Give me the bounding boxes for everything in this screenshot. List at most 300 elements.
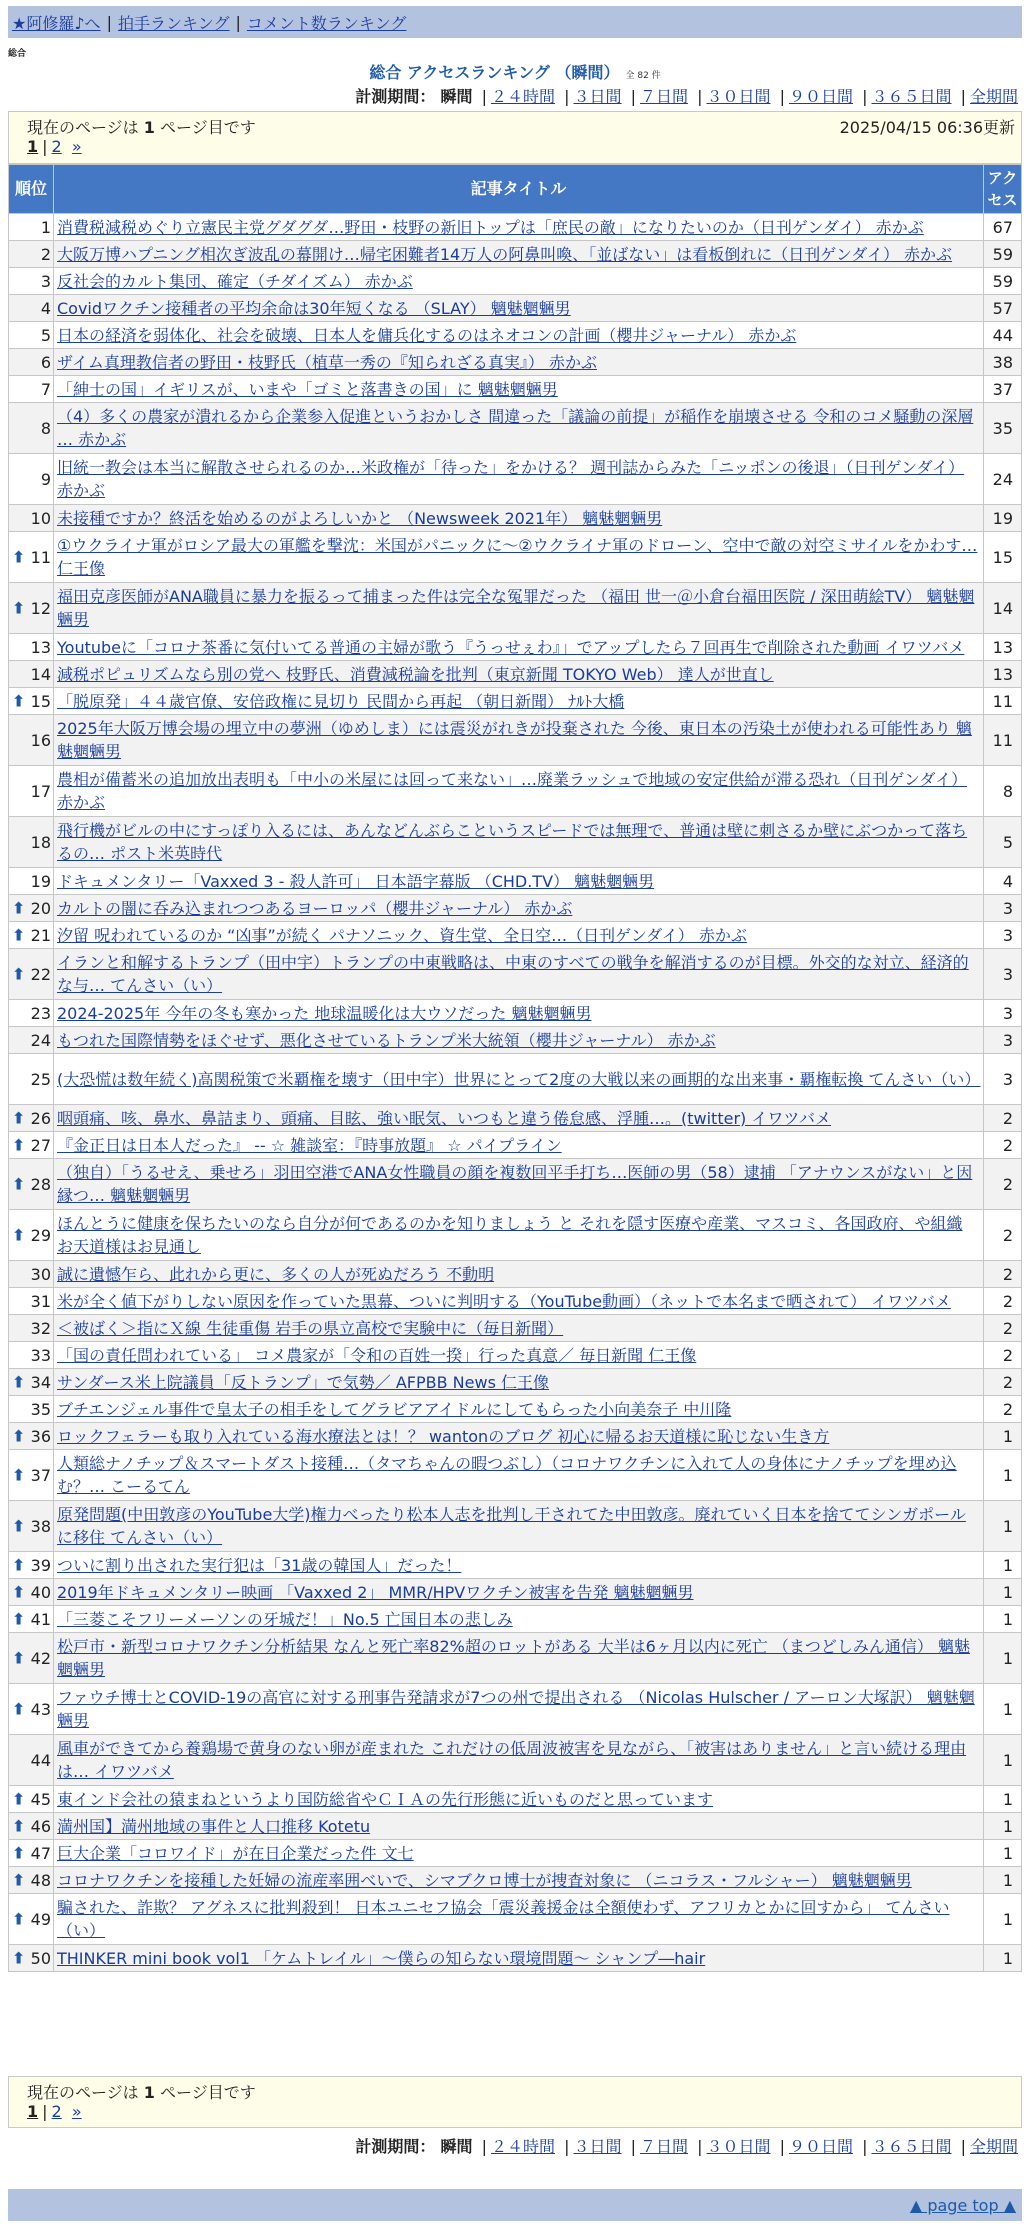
access-count: 2: [984, 1342, 1022, 1369]
rank-number: 23: [30, 1003, 51, 1023]
period-link-7d[interactable]: ７日間: [639, 87, 688, 106]
rank-cell: [9, 922, 54, 949]
article-link[interactable]: (大恐慌は数年続く)高関税策で米覇権を壊す（田中宇）世界にとって2度の大戦以来の画期的な出来事・覇権転換 てんさい（い）: [57, 1069, 981, 1089]
title-cell: [54, 688, 984, 715]
article-link[interactable]: 日本の経済を弱体化、社会を破壊、日本人を傭兵化するのはネオコンの計画（櫻井ジャーナル） 赤かぶ: [57, 325, 797, 345]
rank-cell: [9, 661, 54, 688]
up-arrow-icon: ⬆: [12, 898, 26, 918]
header-rank: 順位: [9, 165, 54, 214]
rank-cell: [9, 1027, 54, 1054]
rank-cell: [9, 766, 54, 817]
title-cell: [54, 214, 984, 241]
rank-number: 11: [30, 547, 51, 567]
rank-cell: [9, 532, 54, 583]
rank-number: 2: [40, 244, 51, 264]
period-current: 瞬間: [440, 87, 473, 106]
article-link[interactable]: ＜被ばく＞指にＸ線 生徒重傷 岩手の県立高校で実験中に（毎日新聞）: [57, 1318, 564, 1338]
rank-number: 22: [30, 964, 51, 984]
access-count: 24: [984, 454, 1022, 505]
up-arrow-icon: ⬆: [12, 1174, 26, 1194]
article-link[interactable]: 反社会的カルト集団、確定（チダイズム） 赤かぶ: [57, 271, 413, 291]
period-link-24h[interactable]: ２４時間: [490, 87, 555, 106]
table-row: [9, 922, 1022, 949]
rank-cell: [9, 688, 54, 715]
table-row: [9, 1501, 1022, 1552]
title-cell: [54, 268, 984, 295]
access-count: 44: [984, 322, 1022, 349]
article-link[interactable]: 2019年ドキュメンタリー映画 「Vaxxed 2」 MMR/HPVワクチン被害を告発 魑魅魍魎男: [57, 1582, 694, 1602]
title-cell: [54, 1159, 984, 1210]
rank-number: 12: [30, 598, 51, 618]
table-row: [9, 766, 1022, 817]
rank-number: 17: [30, 781, 51, 801]
rank-cell: [9, 214, 54, 241]
title-cell: [54, 922, 984, 949]
article-link[interactable]: 旧統一教会は本当に解散させられるのか…米政権が「待った」をかける？ 週刊誌からみた「ニッポンの後退」（日刊ゲンダイ） 赤かぶ: [57, 458, 965, 500]
article-link[interactable]: カルトの闇に呑み込まれつつあるヨーロッパ（櫻井ジャーナル） 赤かぶ: [57, 898, 573, 918]
pager-next[interactable]: »: [71, 137, 82, 156]
article-link[interactable]: ついに割り出された実行犯は「31歳の韓国人」だった！: [57, 1555, 462, 1575]
article-link[interactable]: 減税ポピュリズムなら別の党へ 枝野氏、消費減税論を批判（東京新聞 TOKYO Web） 達人が世直し: [57, 664, 774, 684]
rank-number: 31: [30, 1291, 51, 1311]
access-count: 1: [984, 1945, 1022, 1972]
up-arrow-icon: ⬆: [12, 1426, 26, 1446]
period-link-3d[interactable]: ３日間: [573, 87, 622, 106]
top-nav: [8, 6, 1022, 38]
rank-cell: [9, 1132, 54, 1159]
article-link[interactable]: 農相が備蓄米の追加放出表明も「中小の米屋には回って来ない」…廃業ラッシュで地域の安定供給が滞る恐れ（日刊ゲンダイ） 赤かぶ: [57, 770, 968, 812]
rank-cell: [9, 583, 54, 634]
rank-number: 5: [40, 325, 51, 345]
rank-number: 33: [30, 1345, 51, 1365]
article-link[interactable]: 満州国】満州地域の事件と人口推移 Kotetu: [57, 1816, 371, 1836]
rank-cell: [9, 1210, 54, 1261]
nav-link-comment-ranking[interactable]: コメント数ランキング: [246, 13, 407, 33]
access-count: 1: [984, 1423, 1022, 1450]
access-count: 19: [984, 505, 1022, 532]
rank-number: 45: [30, 1789, 51, 1809]
article-link[interactable]: もつれた国際情勢をほぐせず、悪化させているトランプ米大統領（櫻井ジャーナル） 赤かぶ: [57, 1030, 716, 1050]
title-cell: [54, 1735, 984, 1786]
up-arrow-icon: ⬆: [12, 1108, 26, 1128]
article-link[interactable]: 東インド会社の猿まねというより国防総省やＣＩＡの先行形態に近いものだと思っています: [57, 1789, 714, 1809]
period-selector-top: 計測期間： 瞬間 | ２４時間 | ３日間 | ７日間 | ３０日間 | ９０日間 | ３６５日間 | 全期間: [355, 87, 1018, 106]
title-cell: [54, 895, 984, 922]
article-link[interactable]: 消費税減税めぐり立憲民主党グダグダ…野田・枝野の新旧トップは「庶民の敵」になりたいのか（日刊ゲンダイ） 赤かぶ: [57, 217, 924, 237]
title-cell: [54, 1813, 984, 1840]
title-cell: [54, 1315, 984, 1342]
table-row: [9, 1396, 1022, 1423]
table-row: [9, 1342, 1022, 1369]
title-cell: [54, 1288, 984, 1315]
access-count: 2: [984, 1396, 1022, 1423]
period-link-all[interactable]: 全期間: [969, 87, 1018, 106]
article-link[interactable]: 咽頭痛、咳、鼻水、鼻詰まり、頭痛、目眩、強い眠気、いつもと違う倦怠感、浮腫…。(twitter) イワツバメ: [57, 1108, 832, 1128]
rank-number: 44: [30, 1750, 51, 1770]
title-cell: [54, 634, 984, 661]
access-count: 2: [984, 1105, 1022, 1132]
page-top-link[interactable]: ▲ page top ▲: [909, 2196, 1016, 2215]
access-count: 1: [984, 1633, 1022, 1684]
article-link[interactable]: ドキュメンタリー「Vaxxed 3 - 殺人許可」 日本語字幕版 （CHD.TV） 魑魅魍魎男: [57, 871, 655, 891]
rank-cell: [9, 1633, 54, 1684]
page-info-bottom: [8, 2076, 1022, 2128]
up-arrow-icon: ⬆: [12, 1465, 26, 1485]
access-count: 1: [984, 1735, 1022, 1786]
access-count: 13: [984, 661, 1022, 688]
access-count: 1: [984, 1684, 1022, 1735]
table-row: [9, 403, 1022, 454]
title-cell: [54, 1261, 984, 1288]
article-link[interactable]: 2025年大阪万博会場の埋立中の夢洲（ゆめしま）には震災がれきが投棄された 今後、東日本の汚染土が使われる可能性あり 魑魅魍魎男: [57, 719, 972, 761]
up-arrow-icon: ⬆: [12, 1225, 26, 1245]
table-row: [9, 1606, 1022, 1633]
article-link[interactable]: Youtubeに「コロナ茶番に気付いてる普通の主婦が歌う『うっせぇわ』」でアップしたら７回再生で削除された動画 イワツバメ: [57, 637, 965, 657]
article-link[interactable]: イランと和解するトランプ（田中宇）トランプの中東戦略は、中東のすべての戦争を解消するのが目標。外交的な対立、経済的な与… てんさい（い）: [57, 953, 969, 995]
rank-cell: [9, 268, 54, 295]
rank-number: 48: [30, 1870, 51, 1890]
article-link[interactable]: 風車ができてから養鶏場で黄身のない卵が産まれた これだけの低周波被害を見ながら、「被害はありません」と言い続ける理由は… イワツバメ: [57, 1739, 967, 1781]
table-row: [9, 1000, 1022, 1027]
article-link[interactable]: ザイム真理教信者の野田・枝野氏（植草一秀の『知られざる真実』） 赤かぶ: [57, 352, 597, 372]
table-row: [9, 1840, 1022, 1867]
rank-number: 19: [30, 871, 51, 891]
title-cell: [54, 376, 984, 403]
table-row: [9, 661, 1022, 688]
rank-number: 36: [30, 1426, 51, 1446]
rank-cell: [9, 1735, 54, 1786]
article-link[interactable]: 松戸市・新型コロナワクチン分析結果 なんと死亡率82%超のロットがある 大半は6ヶ月以内に死亡 （まつどしみん通信） 魑魅魍魎男: [57, 1637, 970, 1679]
rank-cell: [9, 895, 54, 922]
rank-cell: [9, 868, 54, 895]
pager-page-2[interactable]: 2: [51, 2102, 62, 2121]
title-cell: [54, 1027, 984, 1054]
title-cell: [54, 1396, 984, 1423]
ranking-table: [8, 164, 1022, 1972]
up-arrow-icon: ⬆: [12, 1843, 26, 1863]
table-row: [9, 1552, 1022, 1579]
nav-link-asyura[interactable]: ★阿修羅♪へ: [12, 13, 101, 33]
article-link[interactable]: コロナワクチンを接種した妊婦の流産率囲べいで、シマブクロ博士が捜査対象に （ニコラス・フルシャー） 魑魅魍魎男: [57, 1870, 912, 1890]
access-count: 1: [984, 1786, 1022, 1813]
period-selector-bottom: 計測期間： 瞬間 | ２４時間 | ３日間 | ７日間 | ３０日間 | ９０日間 | ３６５日間 | 全期間: [355, 2137, 1018, 2156]
title-cell: [54, 1867, 984, 1894]
article-link[interactable]: 米が全く値下がりしない原因を作っていた黒幕、ついに判明する（YouTube動画）（ネットで本名まで晒されて） イワツバメ: [57, 1291, 951, 1311]
access-count: 13: [984, 634, 1022, 661]
rank-cell: [9, 1054, 54, 1105]
access-count: 59: [984, 241, 1022, 268]
title-cell: [54, 1132, 984, 1159]
article-link[interactable]: 汐留 呪われているのか “凶事”が続く パナソニック、資生堂、全日空…（日刊ゲンダイ） 赤かぶ: [57, 925, 747, 945]
access-count: 4: [984, 868, 1022, 895]
table-row: [9, 322, 1022, 349]
up-arrow-icon: ⬆: [12, 598, 26, 618]
title-cell: [54, 1840, 984, 1867]
article-link[interactable]: 誠に遺憾乍ら、此れから更に、多くの人が死ぬだろう 不動明: [57, 1264, 495, 1284]
rank-number: 15: [30, 691, 51, 711]
table-row: [9, 1867, 1022, 1894]
access-count: 37: [984, 376, 1022, 403]
pager-page-2[interactable]: 2: [51, 137, 62, 156]
rank-cell: [9, 1159, 54, 1210]
access-count: 1: [984, 1813, 1022, 1840]
title-cell: [54, 403, 984, 454]
up-arrow-icon: ⬆: [12, 925, 26, 945]
rank-cell: [9, 241, 54, 268]
access-count: 11: [984, 688, 1022, 715]
genre-label: 総合: [8, 49, 27, 59]
article-link[interactable]: 未接種ですか？終活を始めるのがよろしいかと （Newsweek 2021年） 魑魅魍魎男: [57, 508, 663, 528]
ranking-title: 総合 アクセスランキング （瞬間）: [369, 63, 620, 82]
table-row: [9, 1261, 1022, 1288]
ranking-rows: [9, 214, 1022, 1972]
access-count: 67: [984, 214, 1022, 241]
up-arrow-icon: ⬆: [12, 1609, 26, 1629]
access-count: 11: [984, 715, 1022, 766]
article-link[interactable]: 原発問題(中田敦彦のYouTube大学)権力べったり松本人志を批判し干されてた中田敦彦。廃れていく日本を捨ててシンガポールに移住 てんさい（い）: [57, 1505, 966, 1547]
nav-link-clap-ranking[interactable]: 拍手ランキング: [117, 13, 230, 33]
up-arrow-icon: ⬆: [12, 1909, 26, 1929]
pager-current: 1: [27, 2102, 39, 2121]
table-row: [9, 505, 1022, 532]
up-arrow-icon: ⬆: [12, 1870, 26, 1890]
article-link[interactable]: （独自）「うるせえ、乗せろ」羽田空港でANA女性職員の顔を複数回平手打ち…医師の男（58）逮捕 「アナウンスがない」と因縁つ… 魑魅魍魎男: [57, 1163, 973, 1205]
rank-cell: [9, 817, 54, 868]
article-link[interactable]: 「脱原発」４４歳官僚、安倍政権に見切り 民間から再起 （朝日新聞） ﾅﾙﾄ大橋: [57, 691, 625, 711]
rank-cell: [9, 1261, 54, 1288]
period-link-3d[interactable]: ３日間: [573, 2137, 622, 2156]
rank-number: 35: [30, 1399, 51, 1419]
table-row: [9, 1315, 1022, 1342]
rank-cell: [9, 1450, 54, 1501]
table-row: [9, 1786, 1022, 1813]
article-link[interactable]: THINKER mini book vol1 「ケムトレイル」～僕らの知らない環境問題～ シャンプ―hair: [57, 1948, 706, 1968]
access-count: 1: [984, 1501, 1022, 1552]
rank-cell: [9, 634, 54, 661]
table-row: [9, 1132, 1022, 1159]
article-link[interactable]: 2024-2025年 今年の冬も寒かった 地球温暖化は大ウソだった 魑魅魍魎男: [57, 1003, 592, 1023]
rank-cell: [9, 1315, 54, 1342]
article-link[interactable]: Covidワクチン接種者の平均余命は30年短くなる （SLAY） 魑魅魍魎男: [57, 298, 571, 318]
rank-cell: [9, 1105, 54, 1132]
header-title: 記事タイトル: [54, 165, 984, 214]
period-link-90d[interactable]: ９０日間: [788, 2137, 853, 2156]
table-row: [9, 1684, 1022, 1735]
title-cell: [54, 949, 984, 1000]
pager-next[interactable]: »: [71, 2102, 82, 2121]
title-cell: [54, 1684, 984, 1735]
table-row: [9, 583, 1022, 634]
access-count: 3: [984, 895, 1022, 922]
access-count: 3: [984, 1027, 1022, 1054]
rank-number: 47: [30, 1843, 51, 1863]
table-row: [9, 214, 1022, 241]
table-row: [9, 1450, 1022, 1501]
rank-number: 3: [40, 271, 51, 291]
rank-cell: [9, 1396, 54, 1423]
rank-number: 34: [30, 1372, 51, 1392]
article-link[interactable]: 騙された、詐欺？ アグネスに批判殺到！ 日本ユニセフ協会「震災義援金は全額使わず、アフリカとかに回すから」 てんさい（い）: [57, 1898, 950, 1940]
access-count: 2: [984, 1132, 1022, 1159]
table-row: [9, 454, 1022, 505]
article-link[interactable]: 「国の責任問われている」 コメ農家が「令和の百姓一揆」行った真意／ 毎日新聞 仁王像: [57, 1345, 697, 1365]
rank-cell: [9, 1342, 54, 1369]
rank-number: 24: [30, 1030, 51, 1050]
rank-number: 30: [30, 1264, 51, 1284]
period-current: 瞬間: [440, 2137, 473, 2156]
article-link[interactable]: 『金正日は日本人だった』 -- ☆ 雑談室：『時事放題』 ☆ パイプライン: [57, 1135, 562, 1155]
rank-number: 7: [40, 379, 51, 399]
rank-number: 4: [40, 298, 51, 318]
period-link-30d[interactable]: ３０日間: [706, 87, 771, 106]
access-count: 3: [984, 922, 1022, 949]
article-link[interactable]: 大阪万博ハプニング相次ぎ波乱の幕開け…帰宅困難者14万人の阿鼻叫喚、「並ばない」は看板倒れに（日刊ゲンダイ） 赤かぶ: [57, 244, 953, 264]
period-link-all[interactable]: 全期間: [969, 2137, 1018, 2156]
article-link[interactable]: ①ウクライナ軍がロシア最大の軍艦を撃沈：米国がパニックに～②ウクライナ軍のドローン、空中で敵の対空ミサイルをかわす… 仁王像: [57, 536, 978, 578]
up-arrow-icon: ⬆: [12, 1648, 26, 1668]
rank-number: 6: [40, 352, 51, 372]
title-cell: [54, 241, 984, 268]
rank-number: 14: [30, 664, 51, 684]
title-cell: [54, 322, 984, 349]
rank-cell: [9, 1579, 54, 1606]
title-cell: [54, 1552, 984, 1579]
access-count: 1: [984, 1840, 1022, 1867]
article-link[interactable]: ファウチ博士とCOVID-19の高官に対する刑事告発請求が7つの州で提出される （Nicolas Hulscher / アーロン大塚訳） 魑魅魍魎男: [57, 1688, 975, 1730]
rank-number: 32: [30, 1318, 51, 1338]
period-link-30d[interactable]: ３０日間: [706, 2137, 771, 2156]
rank-number: 42: [30, 1648, 51, 1668]
title-cell: [54, 532, 984, 583]
access-count: 14: [984, 583, 1022, 634]
rank-cell: [9, 295, 54, 322]
table-row: [9, 1945, 1022, 1972]
rank-cell: [9, 1945, 54, 1972]
up-arrow-icon: ⬆: [12, 1948, 26, 1968]
rank-number: 1: [40, 217, 51, 237]
article-link[interactable]: ブチエンジェル事件で皇太子の相手をしてグラビアアイドルにしてもらった小向美奈子 中川隆: [57, 1399, 732, 1419]
rank-cell: [9, 1369, 54, 1396]
rank-number: 20: [30, 898, 51, 918]
rank-cell: [9, 1606, 54, 1633]
article-link[interactable]: 福田克彦医師がANA職員に暴力を振るって捕まった件は完全な冤罪だった （福田 世一＠小倉台福田医院 / 深田萌絵TV） 魑魅魍魎男: [57, 587, 975, 629]
period-link-365d[interactable]: ３６５日間: [871, 87, 952, 106]
title-cell: [54, 1606, 984, 1633]
article-link[interactable]: 巨大企業「コロワイド」が在日企業だった件 文七: [57, 1843, 414, 1863]
period-label: 計測期間：: [355, 87, 436, 106]
page-status: 現在のページは 1 ページ目です: [27, 118, 256, 137]
table-row: [9, 817, 1022, 868]
table-row: [9, 715, 1022, 766]
up-arrow-icon: ⬆: [12, 1372, 26, 1392]
title-cell: [54, 868, 984, 895]
up-arrow-icon: ⬆: [12, 1789, 26, 1809]
up-arrow-icon: ⬆: [12, 1816, 26, 1836]
rank-number: 25: [30, 1069, 51, 1089]
period-link-24h[interactable]: ２４時間: [490, 2137, 555, 2156]
title-cell: [54, 817, 984, 868]
rank-number: 13: [30, 637, 51, 657]
access-count: 3: [984, 1000, 1022, 1027]
article-link[interactable]: 「三菱こそフリーメーソンの牙城だ！」No.5 亡国日本の悲しみ: [57, 1609, 513, 1629]
table-row: [9, 1054, 1022, 1105]
article-link[interactable]: 「紳士の国」イギリスが、いまや「ゴミと落書きの国」に 魑魅魍魎男: [57, 379, 558, 399]
article-link[interactable]: 飛行機がビルの中にすっぽり入るには、あんなどんぶらこというスピードでは無理で、普通は壁に刺さるか壁にぶつかって落ちるの… ポスト米英時代: [57, 821, 968, 863]
rank-number: 16: [30, 730, 51, 750]
period-link-7d[interactable]: ７日間: [639, 2137, 688, 2156]
table-row: [9, 1288, 1022, 1315]
rank-cell: [9, 505, 54, 532]
rank-number: 21: [30, 925, 51, 945]
title-cell: [54, 1945, 984, 1972]
access-count: 2: [984, 1159, 1022, 1210]
title-cell: [54, 1579, 984, 1606]
period-link-365d[interactable]: ３６５日間: [871, 2137, 952, 2156]
rank-number: 8: [40, 418, 51, 438]
table-row: [9, 1894, 1022, 1945]
pager-top: 1 | 2 »: [27, 137, 82, 156]
title-cell: [54, 1054, 984, 1105]
table-row: [9, 1105, 1022, 1132]
rank-number: 38: [30, 1516, 51, 1536]
rank-number: 9: [40, 469, 51, 489]
article-link[interactable]: ロックフェラーも取り入れている海水療法とは！？ wantonのブログ 初心に帰るお天道様に恥じない生き方: [57, 1426, 830, 1446]
rank-cell: [9, 1501, 54, 1552]
pager-bottom: 1 | 2 »: [27, 2102, 82, 2121]
rank-number: 10: [30, 508, 51, 528]
title-cell: [54, 1423, 984, 1450]
rank-cell: [9, 1000, 54, 1027]
up-arrow-icon: ⬆: [12, 1516, 26, 1536]
article-link[interactable]: ほんとうに健康を保ちたいのなら自分が何であるのかを知りましょう と それを隠す医療や産業、マスコミ、各国政府、や組織 お天道様はお見通し: [57, 1214, 963, 1256]
article-link[interactable]: （4）多くの農家が潰れるから企業参入促進というおかしさ 間違った「議論の前提」が稲作を崩壊させる 令和のコメ騒動の深層 … 赤かぶ: [57, 407, 974, 449]
article-link[interactable]: サンダース米上院議員「反トランプ」で気勢／ AFPBB News 仁王像: [57, 1372, 550, 1392]
table-row: [9, 895, 1022, 922]
page-title: [0, 60, 1030, 83]
table-row: [9, 688, 1022, 715]
rank-cell: [9, 376, 54, 403]
rank-number: 43: [30, 1699, 51, 1719]
pager-current: 1: [27, 137, 39, 156]
rank-number: 46: [30, 1816, 51, 1836]
access-count: 2: [984, 1261, 1022, 1288]
rank-number: 29: [30, 1225, 51, 1245]
updated-time: 2025/04/15 06:36更新: [839, 118, 1015, 137]
article-link[interactable]: 人類総ナノチップ＆スマートダスト接種…（タマちゃんの暇つぶし）（コロナワクチンに入れて人の身体にナノチップを埋め込む？… こーるてん: [57, 1454, 957, 1496]
rank-number: 18: [30, 832, 51, 852]
rank-number: 41: [30, 1609, 51, 1629]
table-row: [9, 532, 1022, 583]
header-access: アクセス: [984, 165, 1022, 214]
page-status: 現在のページは 1 ページ目です: [27, 2083, 256, 2102]
table-row: [9, 634, 1022, 661]
rank-number: 50: [30, 1948, 51, 1968]
title-cell: [54, 349, 984, 376]
table-row: [9, 1813, 1022, 1840]
up-arrow-icon: ⬆: [12, 1135, 26, 1155]
rank-cell: [9, 322, 54, 349]
up-arrow-icon: ⬆: [12, 964, 26, 984]
title-cell: [54, 1450, 984, 1501]
nav-separator: |: [235, 12, 241, 32]
period-link-90d[interactable]: ９０日間: [788, 87, 853, 106]
access-count: 3: [984, 1054, 1022, 1105]
access-count: 1: [984, 1450, 1022, 1501]
access-count: 57: [984, 295, 1022, 322]
rank-number: 26: [30, 1108, 51, 1128]
table-row: [9, 241, 1022, 268]
access-count: 1: [984, 1894, 1022, 1945]
